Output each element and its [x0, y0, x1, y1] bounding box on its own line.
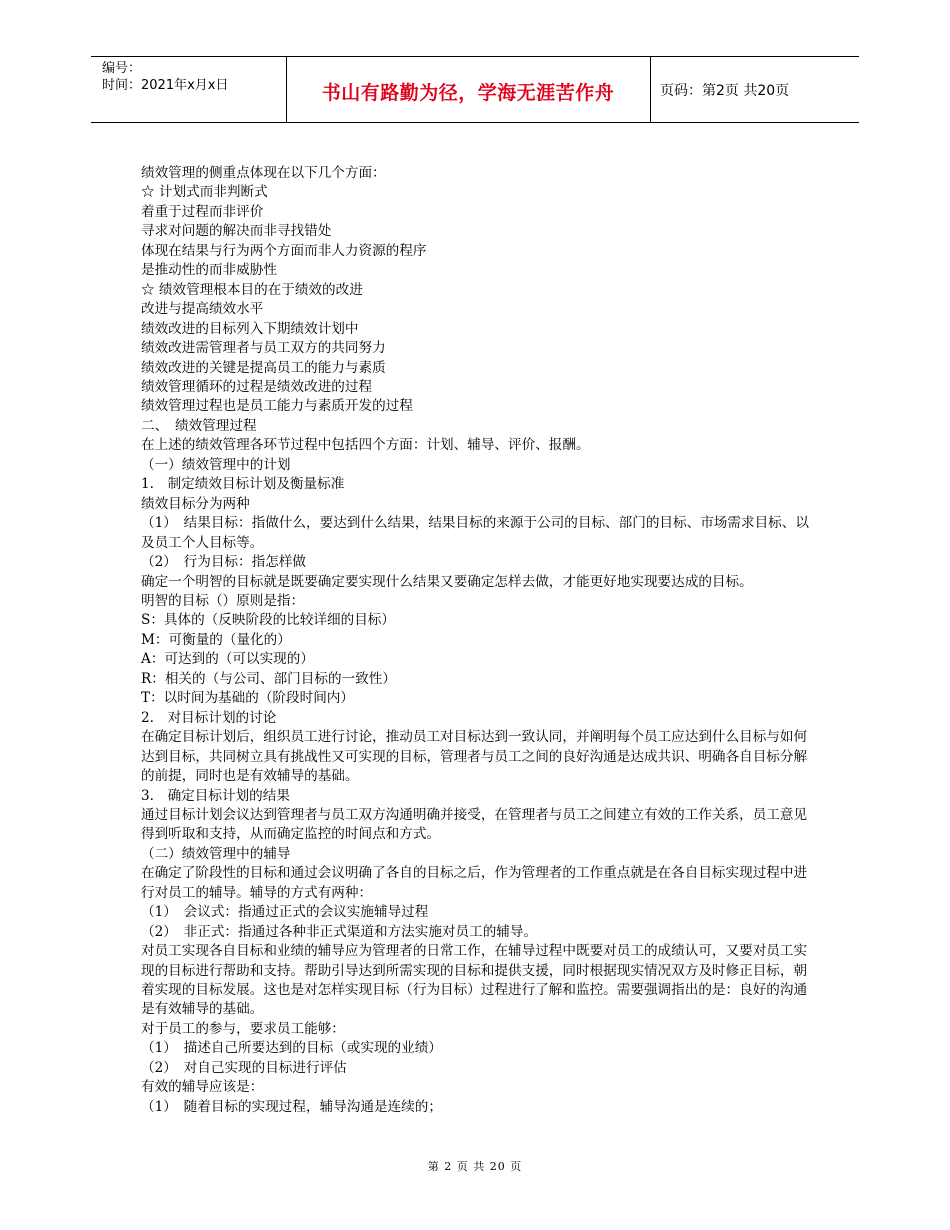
text-line: 绩效改进的关键是提高员工的能力与素质: [141, 359, 386, 376]
text-line: ☆ 绩效管理根本目的在于绩效的改进: [141, 281, 363, 298]
text-line: A：可达到的（可以实现的）: [141, 651, 314, 668]
text-line: 着重于过程而非评价: [141, 203, 264, 220]
header-bottom-rule: [91, 122, 859, 123]
text-line: 绩效管理的侧重点体现在以下几个方面：: [141, 165, 386, 181]
text-line: 对员工实现各自目标和业绩的辅导应为管理者的日常工作，在辅导过程中既要对员工的成绩认可，又要对员工实现的目标进行帮助和支持。帮助引导达到所需实现的目标和提供支援，同时根据现实情况双方及时修正目标，朝着实现的目标发展。这也是对怎样实现目标（行为目标）过程进行了解和监控。需要强调指出的是：良好的沟通是有效辅导的基础。: [141, 943, 808, 1018]
document-body: [141, 164, 813, 1117]
text-line: R：相关的（与公司、部门目标的一致性）: [141, 670, 396, 687]
text-line: 通过目标计划会议达到管理者与员工双方沟通明确并接受，在管理者与员工之间建立有效的工作关系，员工意见得到听取和支持，从而确定监控的时间点和方式。: [141, 806, 808, 843]
text-line: （1） 结果目标：指做什么，要达到什么结果，结果目标的来源于公司的目标、部门的目标、市场需求目标、以及员工个人目标等。: [141, 515, 809, 551]
text-line: 在上述的绩效管理各环节过程中包括四个方面：计划、辅导、评价、报酬。: [141, 437, 590, 454]
header-top-rule: [91, 56, 859, 57]
text-line: 绩效目标分为两种: [141, 495, 250, 512]
text-line: 2. 对目标计划的讨论: [141, 709, 277, 726]
text-line: （2） 对自己实现的目标进行评估: [141, 1059, 347, 1076]
text-line: 在确定目标计划后，组织员工进行讨论，推动员工对目标达到一致认同，并阐明每个员工应达到什么目标与如何达到目标，共同树立具有挑战性又可实现的目标，管理者与员工之间的良好沟通是达成共识、明确各自目标分解的前提，同时也是有效辅导的基础。: [141, 729, 808, 785]
text-line: 是推动性的而非威胁性: [141, 262, 277, 279]
text-line: 确定一个明智的目标就是既要确定要实现什么结果又要确定怎样去做，才能更好地实现要达成的目标。: [141, 573, 753, 590]
text-line: 1. 制定绩效目标计划及衡量标准: [141, 476, 345, 493]
text-line: 寻求对问题的解决而非寻找错处: [141, 223, 332, 240]
text-line: 绩效改进的目标列入下期绩效计划中: [141, 320, 359, 337]
text-line: （二）绩效管理中的辅导: [141, 845, 291, 862]
text-line: 3. 确定目标计划的结果: [141, 787, 290, 804]
text-line: （一）绩效管理中的计划: [141, 456, 291, 473]
text-line: 改进与提高绩效水平: [141, 301, 264, 318]
header-page-info: 页码：第2页 共20页: [660, 83, 790, 99]
text-line: 明智的目标（）原则是指：: [141, 592, 305, 609]
text-line: （1） 会议式：指通过正式的会议实施辅导过程: [141, 904, 429, 921]
page-footer: 第 2 页 共 20 页: [427, 1160, 523, 1173]
text-line: T：以时间为基础的（阶段时间内）: [141, 690, 354, 707]
text-line: M：可衡量的（量化的）: [141, 631, 291, 648]
text-line: 绩效改进需管理者与员工双方的共同努力: [141, 340, 386, 357]
header-motto: 书山有路勤为径，学海无涯苦作舟: [321, 82, 615, 104]
text-line: ☆ 计划式而非判断式: [141, 184, 268, 201]
text-line: 二、 绩效管理过程: [141, 417, 257, 434]
text-line: （1） 随着目标的实现过程，辅导沟通是连续的；: [141, 1098, 442, 1115]
header-divider-right: [650, 57, 651, 122]
text-line: 有效的辅导应该是：: [141, 1079, 264, 1096]
text-line: （2） 行为目标：指怎样做: [141, 554, 306, 571]
text-line: 体现在结果与行为两个方面而非人力资源的程序: [141, 242, 427, 259]
text-line: （1） 描述自己所要达到的目标（或实现的业绩）: [141, 1040, 442, 1057]
text-line: S：具体的（反映阶段的比较详细的目标）: [141, 612, 395, 629]
text-line: 绩效管理过程也是员工能力与素质开发的过程: [141, 398, 413, 415]
header-meta: [102, 60, 228, 94]
text-line: （2） 非正式：指通过各种非正式渠道和方法实施对员工的辅导。: [141, 923, 538, 940]
text-line: 在确定了阶段性的目标和通过会议明确了各自的目标之后，作为管理者的工作重点就是在各自目标实现过程中进行对员工的辅导。辅导的方式有两种：: [141, 865, 808, 901]
document-time-label: 时间：2021年x月x日: [102, 78, 229, 93]
text-line: 绩效管理循环的过程是绩效改进的过程: [141, 378, 373, 395]
document-number-label: 编号：: [102, 61, 142, 76]
text-line: 对于员工的参与，要求员工能够：: [141, 1020, 345, 1037]
